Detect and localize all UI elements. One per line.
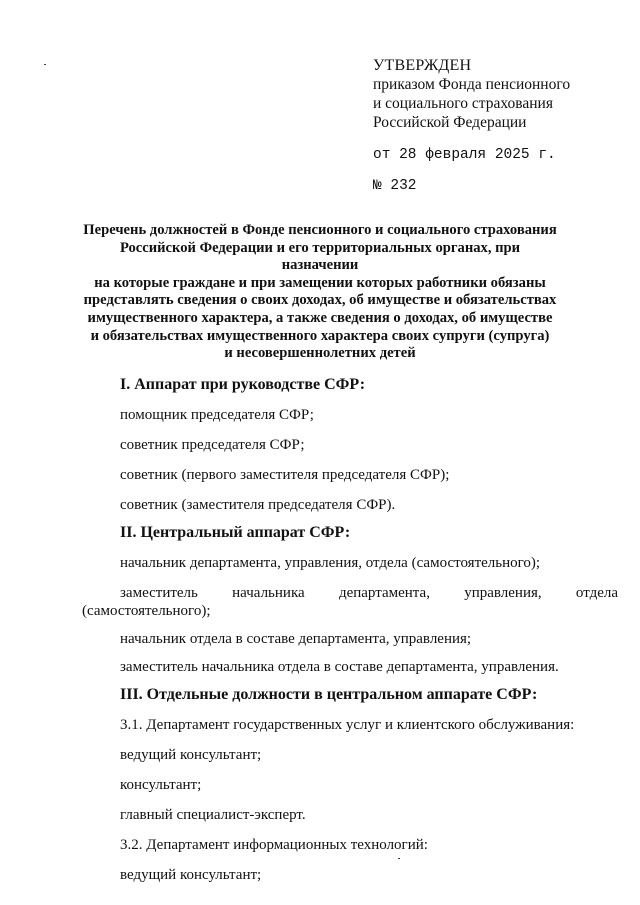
list-item: главный специалист-эксперт. [120,807,306,823]
approval-line: и социального страхования [373,95,553,112]
title-line: представлять сведения о своих доходах, об имуществе и обязательствах [83,292,557,309]
title-line: Российской Федерации и его территориальных органах, при назначении [119,239,521,274]
section-heading: III. Отдельные должности в центральном аппарате СФР: [120,686,538,703]
approval-line: Российской Федерации [373,114,527,131]
title-line: Перечень должностей в Фонде пенсионного и социального страхования [83,222,557,238]
document-title [80,222,560,363]
title-line: и несовершеннолетних детей [224,345,416,362]
title-line: имущественного характера, а также сведения о доходах, об имуществе [87,309,553,326]
list-item-justified [82,584,618,602]
section-heading: I. Аппарат при руководстве СФР: [120,376,366,393]
section-heading: II. Центральный аппарат СФР: [120,524,351,541]
word: заместитель [120,585,198,601]
list-item: советник (первого заместителя председателя СФР); [120,467,450,483]
list-item: ведущий консультант; [120,747,262,763]
approval-heading: УТВЕРЖДЕН [373,57,472,74]
subsection-heading: 3.1. Департамент государственных услуг и клиентского обслуживания: [120,717,575,733]
word: департамента, [338,585,430,601]
list-item: консультант; [120,777,202,793]
word: начальника [232,585,305,601]
approval-date: от 28 февраля 2025 г. [373,147,556,163]
approval-block [373,56,613,196]
approval-number: № 232 [373,178,417,194]
list-item: ведущий консультант; [120,867,262,883]
scan-speck [44,64,46,65]
list-item: начальник отдела в составе департамента, управления; [120,631,472,647]
approval-line: приказом Фонда пенсионного [373,76,571,93]
list-item: начальник департамента, управления, отдела (самостоятельного); [120,555,541,571]
subsection-heading: 3.2. Департамент информационных технологий: [120,837,428,853]
list-item: советник (заместителя председателя СФР). [120,497,396,513]
word: управления, [464,585,542,601]
title-line: на которые граждане и при замещении которых работники обязаны [94,274,546,291]
document-body [82,376,618,892]
list-item-continuation: (самостоятельного); [82,603,211,619]
list-item: советник председателя СФР; [120,437,305,453]
list-item: заместитель начальника отдела в составе департамента, управления. [120,659,559,675]
title-line: и обязательствах имущественного характера своих супруги (супруга) [90,327,550,344]
list-item: помощник председателя СФР; [120,407,314,423]
word: отдела [575,585,618,601]
